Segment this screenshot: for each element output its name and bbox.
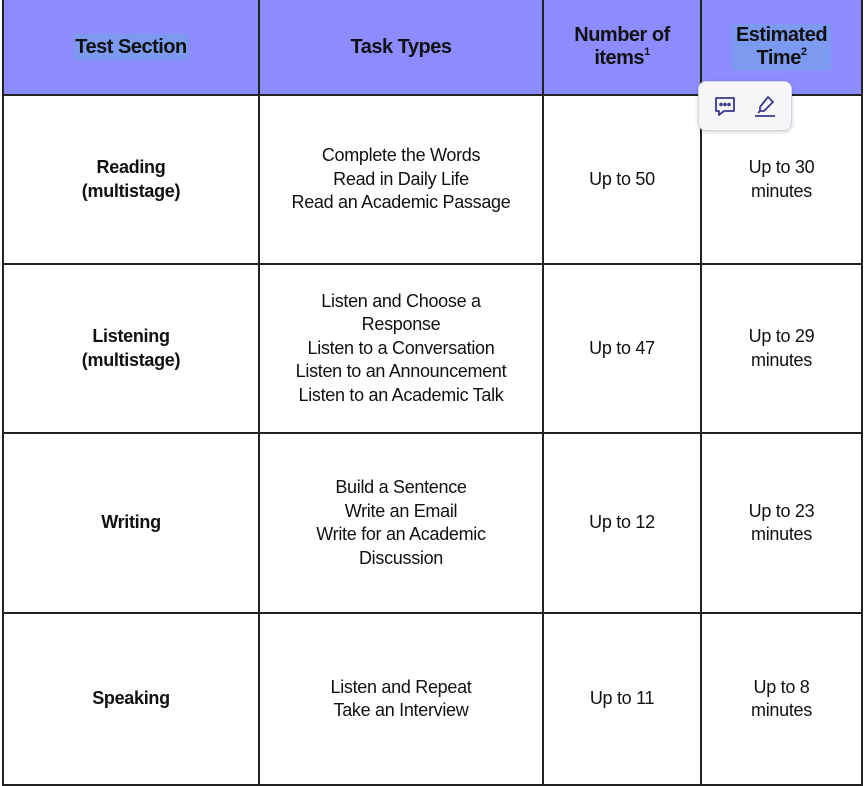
time-unit: minutes bbox=[751, 524, 812, 544]
task-item: Listen to an Academic Talk bbox=[298, 384, 504, 405]
items-cell: Up to 47 bbox=[543, 264, 701, 433]
task-types-cell bbox=[259, 264, 543, 433]
header-items-line2: items bbox=[594, 47, 645, 69]
task-types-cell bbox=[259, 95, 543, 264]
section-name: Listening bbox=[92, 326, 170, 346]
header-task-types bbox=[259, 0, 543, 95]
time-cell bbox=[701, 433, 862, 613]
time-value: Up to 29 bbox=[748, 326, 815, 346]
section-name: Speaking bbox=[92, 688, 170, 709]
header-test-section-label: Test Section bbox=[75, 35, 187, 58]
task-item: Read an Academic Passage bbox=[291, 192, 511, 213]
task-types-cell bbox=[259, 613, 543, 785]
time-unit: minutes bbox=[751, 349, 812, 370]
task-types-cell bbox=[259, 433, 543, 613]
section-qualifier: (multistage) bbox=[81, 349, 181, 370]
section-cell-listening bbox=[3, 264, 259, 433]
task-item: Listen and Repeat bbox=[330, 676, 472, 697]
footnote-1: 1 bbox=[644, 46, 650, 58]
time-unit: minutes bbox=[751, 180, 812, 201]
header-task-types-label: Task Types bbox=[350, 35, 452, 58]
task-item: Write an Email bbox=[344, 500, 458, 521]
header-time-line2: Time bbox=[756, 47, 801, 69]
task-item: Listen to a Conversation bbox=[307, 337, 495, 358]
time-cell bbox=[701, 264, 862, 433]
time-cell bbox=[701, 613, 862, 785]
section-name: Writing bbox=[101, 512, 161, 533]
task-item: Complete the Words bbox=[321, 145, 481, 166]
selection-action-popup bbox=[698, 81, 792, 131]
section-cell-writing bbox=[3, 433, 259, 613]
task-item: Take an Interview bbox=[333, 700, 469, 720]
task-item: Discussion bbox=[358, 547, 444, 568]
time-value: Up to 8 bbox=[753, 676, 810, 697]
table-row bbox=[3, 264, 862, 433]
table-row bbox=[3, 433, 862, 613]
comment-icon[interactable] bbox=[709, 90, 741, 122]
header-number-of-items bbox=[543, 0, 701, 95]
task-item: Listen and Choose a bbox=[321, 290, 481, 311]
items-cell: Up to 12 bbox=[543, 433, 701, 613]
time-value: Up to 30 bbox=[748, 157, 815, 177]
highlighter-icon[interactable] bbox=[749, 90, 781, 122]
task-item: Listen to an Announcement bbox=[295, 361, 507, 382]
footnote-2: 2 bbox=[800, 46, 807, 58]
table-row bbox=[3, 613, 862, 785]
section-cell-speaking bbox=[3, 613, 259, 785]
task-item: Read in Daily Life bbox=[333, 168, 469, 189]
header-test-section[interactable] bbox=[3, 0, 259, 95]
section-qualifier: (multistage) bbox=[81, 180, 181, 201]
task-item: Build a Sentence bbox=[335, 477, 467, 497]
task-item: Write for an Academic bbox=[316, 524, 486, 544]
section-cell-reading bbox=[3, 95, 259, 264]
header-time-line1: Estimated bbox=[735, 24, 828, 46]
task-item: Response bbox=[361, 314, 441, 335]
time-unit: minutes bbox=[751, 700, 812, 720]
section-name: Reading bbox=[96, 157, 166, 177]
items-cell: Up to 11 bbox=[543, 613, 701, 785]
items-cell: Up to 50 bbox=[543, 95, 701, 264]
header-items-line1: Number of bbox=[574, 24, 670, 46]
time-value: Up to 23 bbox=[748, 500, 815, 521]
